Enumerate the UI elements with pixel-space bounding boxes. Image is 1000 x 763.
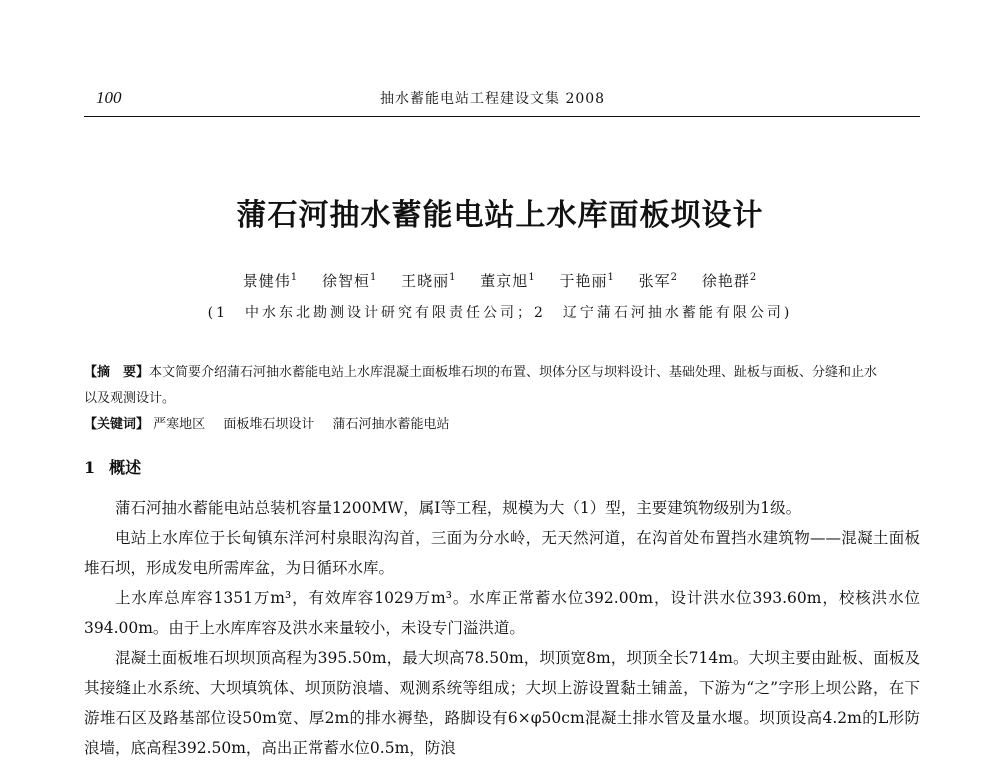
paragraph: 蒲石河抽水蓄能电站总装机容量1200MW，属Ⅰ等工程，规模为大（1）型，主要建筑物级别为1级。 bbox=[115, 499, 802, 517]
author: 董京旭$^1$ bbox=[480, 272, 536, 290]
author: 张军$^2$ bbox=[638, 272, 679, 290]
section-number: 1 bbox=[84, 458, 96, 477]
keyword: 蒲石河抽水蓄能电站 bbox=[332, 417, 450, 432]
page-number: 100 bbox=[96, 88, 122, 107]
paragraph: 混凝土面板堆石坝坝顶高程为395.50m，最大坝高78.50m，坝顶宽8m，坝顶全长714m。大坝主要由趾板、面板及其接缝止水系统、大坝填筑体、坝顶防浪墙、观测系统等组成；大坝上游设置黏土铺盖，下游为“之”字形上坝公路，在下游堆石区及路基部位设50m宽、厚2m的排水褥垫，路脚设有6×φ50cm混凝土排水管及量水堰。坝顶设高4.2m的L形防浪墙，底高程392.50m，高出正常蓄水位0.5m，防浪 bbox=[84, 649, 920, 757]
header-rule bbox=[84, 116, 920, 117]
body-text bbox=[84, 493, 920, 763]
author: 徐智桓$^1$ bbox=[321, 272, 378, 290]
section-heading bbox=[84, 455, 141, 478]
running-title: 抽水蓄能电站工程建设文集 2008 bbox=[380, 91, 606, 107]
paragraph: 上水库总库容1351万m³，有效库容1029万m³。水库正常蓄水位392.00m，设计洪水位393.60m，校核洪水位394.00m。由于上水库库容及洪水来量较小，未设专门溢洪道。 bbox=[84, 589, 920, 637]
author-list bbox=[0, 270, 1000, 291]
keywords bbox=[84, 412, 884, 438]
author: 徐艳群$^2$ bbox=[701, 272, 758, 290]
author: 王晓丽$^1$ bbox=[401, 272, 457, 290]
paper-title: 蒲石河抽水蓄能电站上水库面板坝设计 bbox=[236, 198, 764, 233]
abstract-label: 【摘 要】 bbox=[84, 365, 150, 380]
affiliations: (1 中水东北勘测设计研究有限责任公司；2 辽宁蒲石河抽水蓄能有限公司) bbox=[207, 305, 793, 321]
abstract-text: 本文简要介绍蒲石河抽水蓄能电站上水库混凝土面板堆石坝的布置、坝体分区与坝料设计、基础处理、趾板与面板、分缝和止水以及观测设计。 bbox=[84, 365, 878, 406]
author: 景健伟$^1$ bbox=[242, 272, 299, 290]
keyword: 面板堆石坝设计 bbox=[223, 417, 315, 432]
section-title: 概述 bbox=[109, 458, 142, 477]
author: 于艳丽$^1$ bbox=[559, 272, 615, 290]
keyword: 严寒地区 bbox=[153, 417, 206, 432]
abstract bbox=[84, 360, 884, 412]
keywords-label: 【关键词】 bbox=[84, 417, 150, 432]
paragraph: 电站上水库位于长甸镇东洋河村泉眼沟沟首，三面为分水岭，无天然河道，在沟首处布置挡水建筑物——混凝土面板堆石坝，形成发电所需库盆，为日循环水库。 bbox=[84, 529, 920, 577]
